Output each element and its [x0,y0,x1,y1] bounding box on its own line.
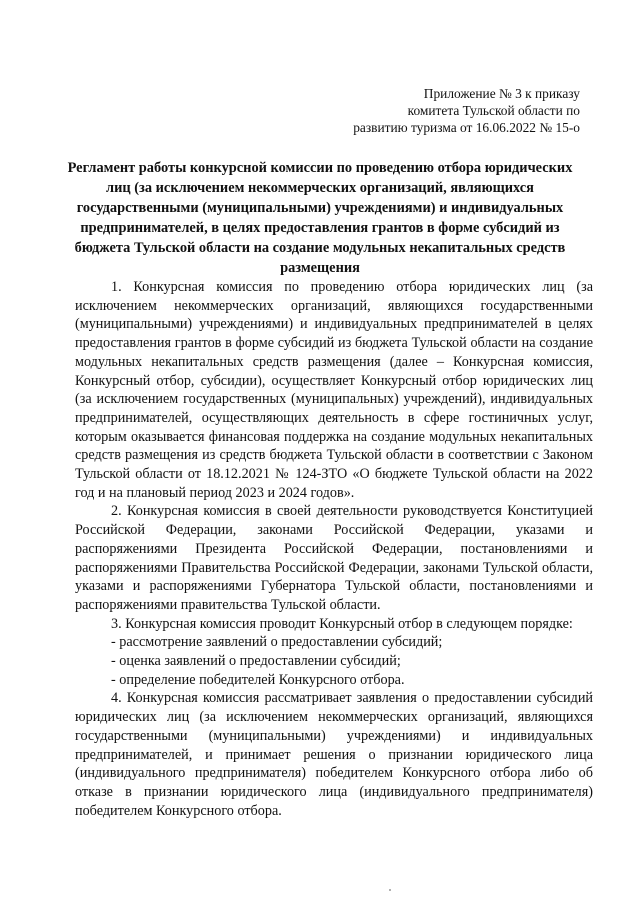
document-title: Регламент работы конкурсной комиссии по проведению отбора юридических лиц (за исключением некоммерческих организаций, являющихся государственными (муниципальными) учреждениями) и индивидуальных предпринимателей, в целях предоставления грантов в форме субсидий из бюджета Тульской области на создание модульных некапитальных средств размещения [67,160,573,276]
paragraph-4: 4. Конкурсная комиссия рассматривает заявления о предоставлении субсидий юридических лиц (за исключением некоммерческих организаций, являющихся государственными (муниципальными) учреждениями) и индивидуальных предпринимателей, и принимает решения о признании юридического лица (индивидуального предпринимателя) победителем Конкурсного отбора либо об отказе в признании юридического лица (индивидуального предпринимателя) победителем Конкурсного отбора. [75,690,593,819]
paragraph-2: 2. Конкурсная комиссия в своей деятельности руководствуется Конституцией Российской Федерации, законами Российской Федерации, указами и распоряжениями Президента Российской Федерации, постановлениями и распоряжениями Правительства Российской Федерации, законами Тульской области, указами и распоряжениями Губернатора Тульской области, постановлениями и распоряжениями правительства Тульской области. [75,503,593,613]
list-item: - рассмотрение заявлений о предоставлении субсидий; [111,634,443,651]
document-body [75,278,593,820]
appendix-line-2: комитета Тульской области по [407,103,580,118]
appendix-line-1: Приложение № 3 к приказу [423,86,580,101]
list-item: - оценка заявлений о предоставлении субсидий; [111,653,401,670]
list-item: - определение победителей Конкурсного отбора. [111,671,405,688]
appendix-line-3: развитию туризма от 16.06.2022 № 15-о [353,120,580,135]
paragraph-3: 3. Конкурсная комиссия проводит Конкурсный отбор в следующем порядке: [111,615,573,632]
scan-speck [389,889,391,891]
appendix-note [353,85,580,136]
paragraph-1: 1. Конкурсная комиссия по проведению отбора юридических лиц (за исключением некоммерческих организаций, являющихся государственными (муниципальными) учреждениями) и индивидуальных предпринимателей в целях предоставления грантов в форме субсидий из бюджета Тульской области на создание модульных некапитальных средств размещения (далее – Конкурсная комиссия, Конкурсный отбор, субсидии), осуществляет Конкурсный отбор юридических лиц (за исключением государственных (муниципальных) учреждений), индивидуальных предпринимателей, осуществляющих деятельность в сфере гостиничных услуг, которым оказывается финансовая поддержка на создание модульных некапитальных средств размещения из средств бюджета Тульской области в соответствии с Законом Тульской области от 18.12.2021 № 124-ЗТО «О бюджете Тульской области на 2022 год и на плановый период 2023 и 2024 годов». [75,279,593,501]
